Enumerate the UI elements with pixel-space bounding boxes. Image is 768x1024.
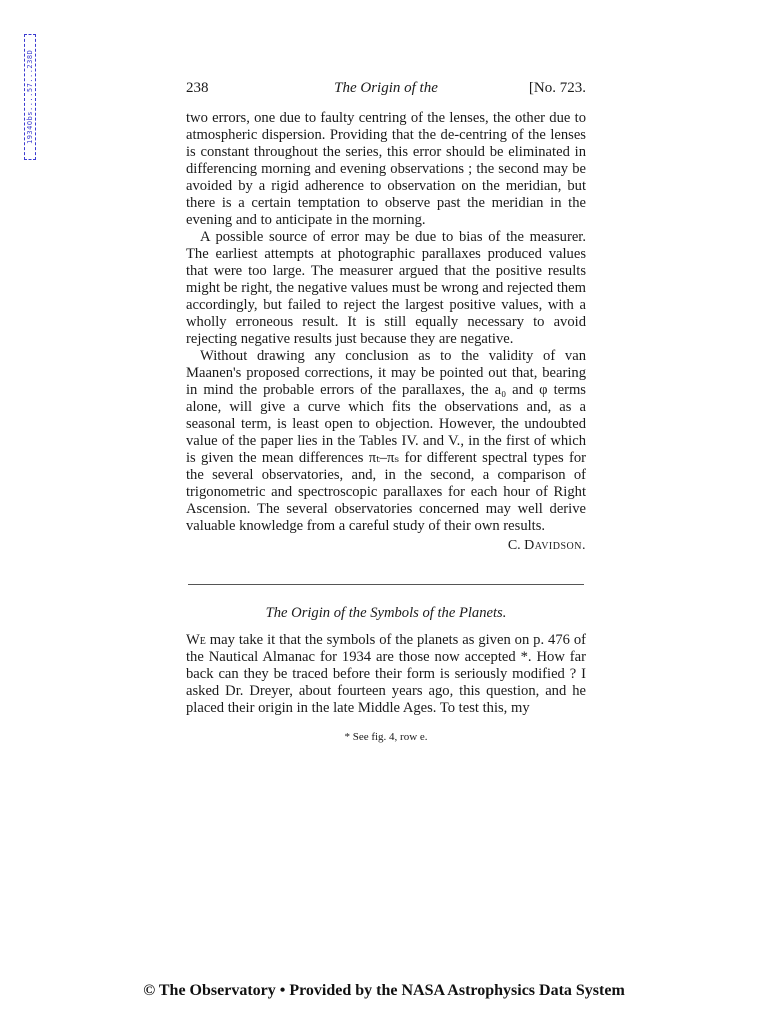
opening-text: may take it that the symbols of the planets as given on p. 476 of the Nautical Almanac for 1934 are those now accepted *. How far back can they be traced before their form is seriously modified ? I asked Dr. Dreyer, about fourteen years ago, this question, and he placed their origin in the late Middle Ages. To test this, my <box>186 632 586 716</box>
author-signature <box>186 537 586 554</box>
ads-bibcode-stamp[interactable]: 1934Obs....57...238D <box>24 34 36 160</box>
signature-initial: C. <box>507 538 521 553</box>
issue-number: [No. 723. <box>528 80 586 96</box>
running-title: The Origin of the <box>334 80 438 96</box>
article-continuation <box>186 110 586 554</box>
journal-page <box>186 80 586 743</box>
article-body <box>186 632 586 717</box>
signature-name: Davidson. <box>524 538 586 553</box>
article-opening-paragraph <box>186 632 586 717</box>
paragraph-3: Without drawing any conclusion as to the validity of van Maanen's proposed corrections, it may be pointed out that, bearing in mind the probable errors of the parallaxes, the a₀ and φ terms alone, will give a curve which fits the observations and, as a seasonal term, is least open to objection. However, the undoubted value of the paper lies in the Tables IV. and V., in the first of which is given the mean differences πₜ–πₛ for different spectral types for the several observatories, and, in the second, a comparison of trigonometric and spectroscopic parallaxes for each hour of Right Ascension. The several observatories concerned may well derive valuable knowledge from a careful study of their own results. <box>186 348 586 534</box>
paragraph-1: two errors, one due to faulty centring of the lenses, the other due to atmospheric dispersion. Providing that the de-centring of the lenses is constant throughout the series, this error should be eliminated in differencing morning and evening observations ; the second may be avoided by a rigid adherence to observation on the meridian, but there is a certain temptation to observe past the meridian in the evening and to anticipate in the morning. <box>186 110 586 228</box>
page-number: 238 <box>186 80 209 96</box>
opening-word: We <box>186 632 206 648</box>
ads-footer[interactable]: © The Observatory • Provided by the NASA Astrophysics Data System <box>143 982 625 999</box>
paragraph-2: A possible source of error may be due to bias of the measurer. The earliest attempts at photographic parallaxes produced values that were too large. The measurer argued that the positive results might be right, the negative values must be wrong and rejected them accordingly, but failed to reject the largest positive values, with a wholly erroneous result. It is still equally necessary to avoid rejecting negative results just because they are negative. <box>186 229 586 347</box>
footnote: * See fig. 4, row e. <box>344 731 428 743</box>
article-title: The Origin of the Symbols of the Planets. <box>265 605 507 621</box>
running-header <box>186 80 586 102</box>
section-divider <box>188 584 584 585</box>
